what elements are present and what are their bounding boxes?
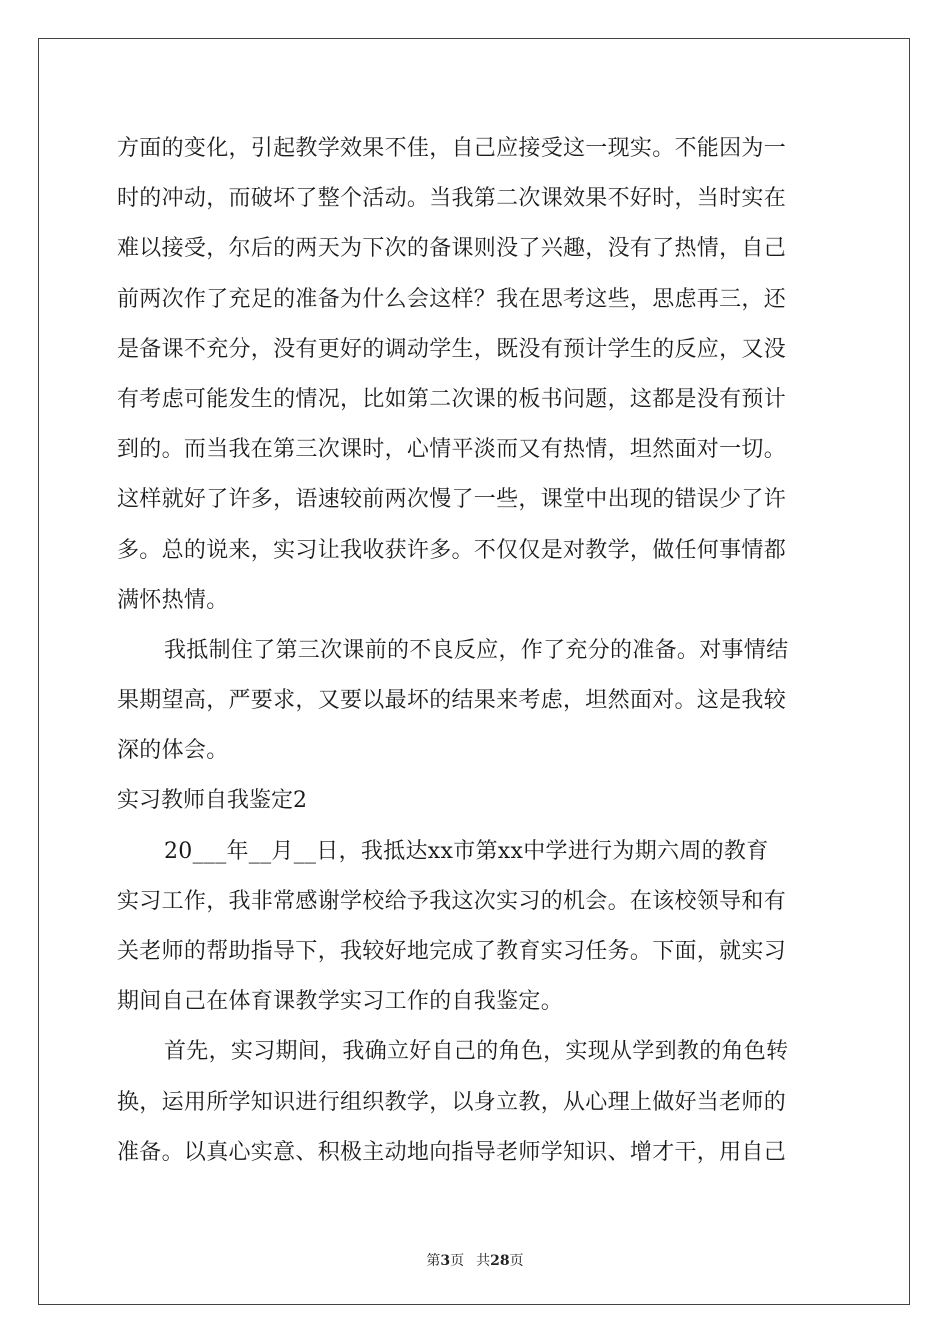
text-line: 准备。以真心实意、积极主动地向指导老师学知识、增才干，用自己 (117, 1139, 787, 1165)
text-line: 到的。而当我在第三次课时，心情平淡而又有热情，坦然面对一切。 (117, 437, 787, 463)
section-title: 实习教师自我鉴定2 (117, 788, 307, 814)
text-line: 我抵制住了第三次课前的不良反应，作了充分的准备。对事情结 (164, 637, 789, 663)
text-line: 方面的变化，引起教学效果不佳，自己应接受这一现实。不能因为一 (117, 136, 787, 161)
page-footer (0, 1250, 950, 1270)
total-pages: 28 (490, 1253, 510, 1269)
total-suffix: 页 (509, 1253, 524, 1269)
text-line: 期间自己在体育课教学实习工作的自我鉴定。 (117, 989, 564, 1015)
text-line: 关老师的帮助指导下，我较好地完成了教育实习任务。下面，就实习 (117, 939, 787, 964)
paragraph-2 (117, 626, 832, 777)
text-line: 20___年__月__日，我抵达xx市第xx中学进行为期六周的教育 (164, 838, 769, 864)
total-prefix: 共 (476, 1253, 491, 1269)
paragraph-3 (117, 827, 832, 1028)
page-prefix: 第 (426, 1253, 441, 1269)
text-line: 满怀热情。 (117, 587, 229, 613)
text-line: 难以接受，尔后的两天为下次的备课则没了兴趣，没有了热情，自己 (117, 236, 787, 262)
text-line: 前两次作了充足的准备为什么会这样？我在思考这些，思虑再三，还 (117, 286, 787, 312)
text-line: 是备课不充分，没有更好的调动学生，既没有预计学生的反应，又没 (117, 336, 787, 362)
text-line: 果期望高，严要求，又要以最坏的结果来考虑，坦然面对。这是我较 (117, 688, 787, 714)
page-number: 3 (440, 1253, 451, 1269)
text-line: 首先，实习期间，我确立好自己的角色，实现从学到教的角色转 (164, 1039, 789, 1065)
text-line: 有考虑可能发生的情况，比如第二次课的板书问题，这都是没有预计 (117, 386, 787, 412)
text-line: 换，运用所学知识进行组织教学，以身立教，从心理上做好当老师的 (117, 1089, 787, 1115)
text-line: 这样就好了许多，语速较前两次慢了一些，课堂中出现的错误少了许 (117, 487, 787, 513)
page-suffix: 页 (450, 1253, 465, 1269)
document-body (117, 124, 832, 1178)
text-line: 多。总的说来，实习让我收获许多。不仅仅是对教学，做任何事情都 (117, 537, 787, 563)
paragraph-4 (117, 1027, 832, 1178)
paragraph-1 (117, 124, 832, 626)
text-line: 时的冲动，而破坏了整个活动。当我第二次课效果不好时，当时实在 (117, 186, 787, 212)
text-line: 实习工作，我非常感谢学校给予我这次实习的机会。在该校领导和有 (117, 888, 787, 914)
text-line: 深的体会。 (117, 738, 229, 764)
